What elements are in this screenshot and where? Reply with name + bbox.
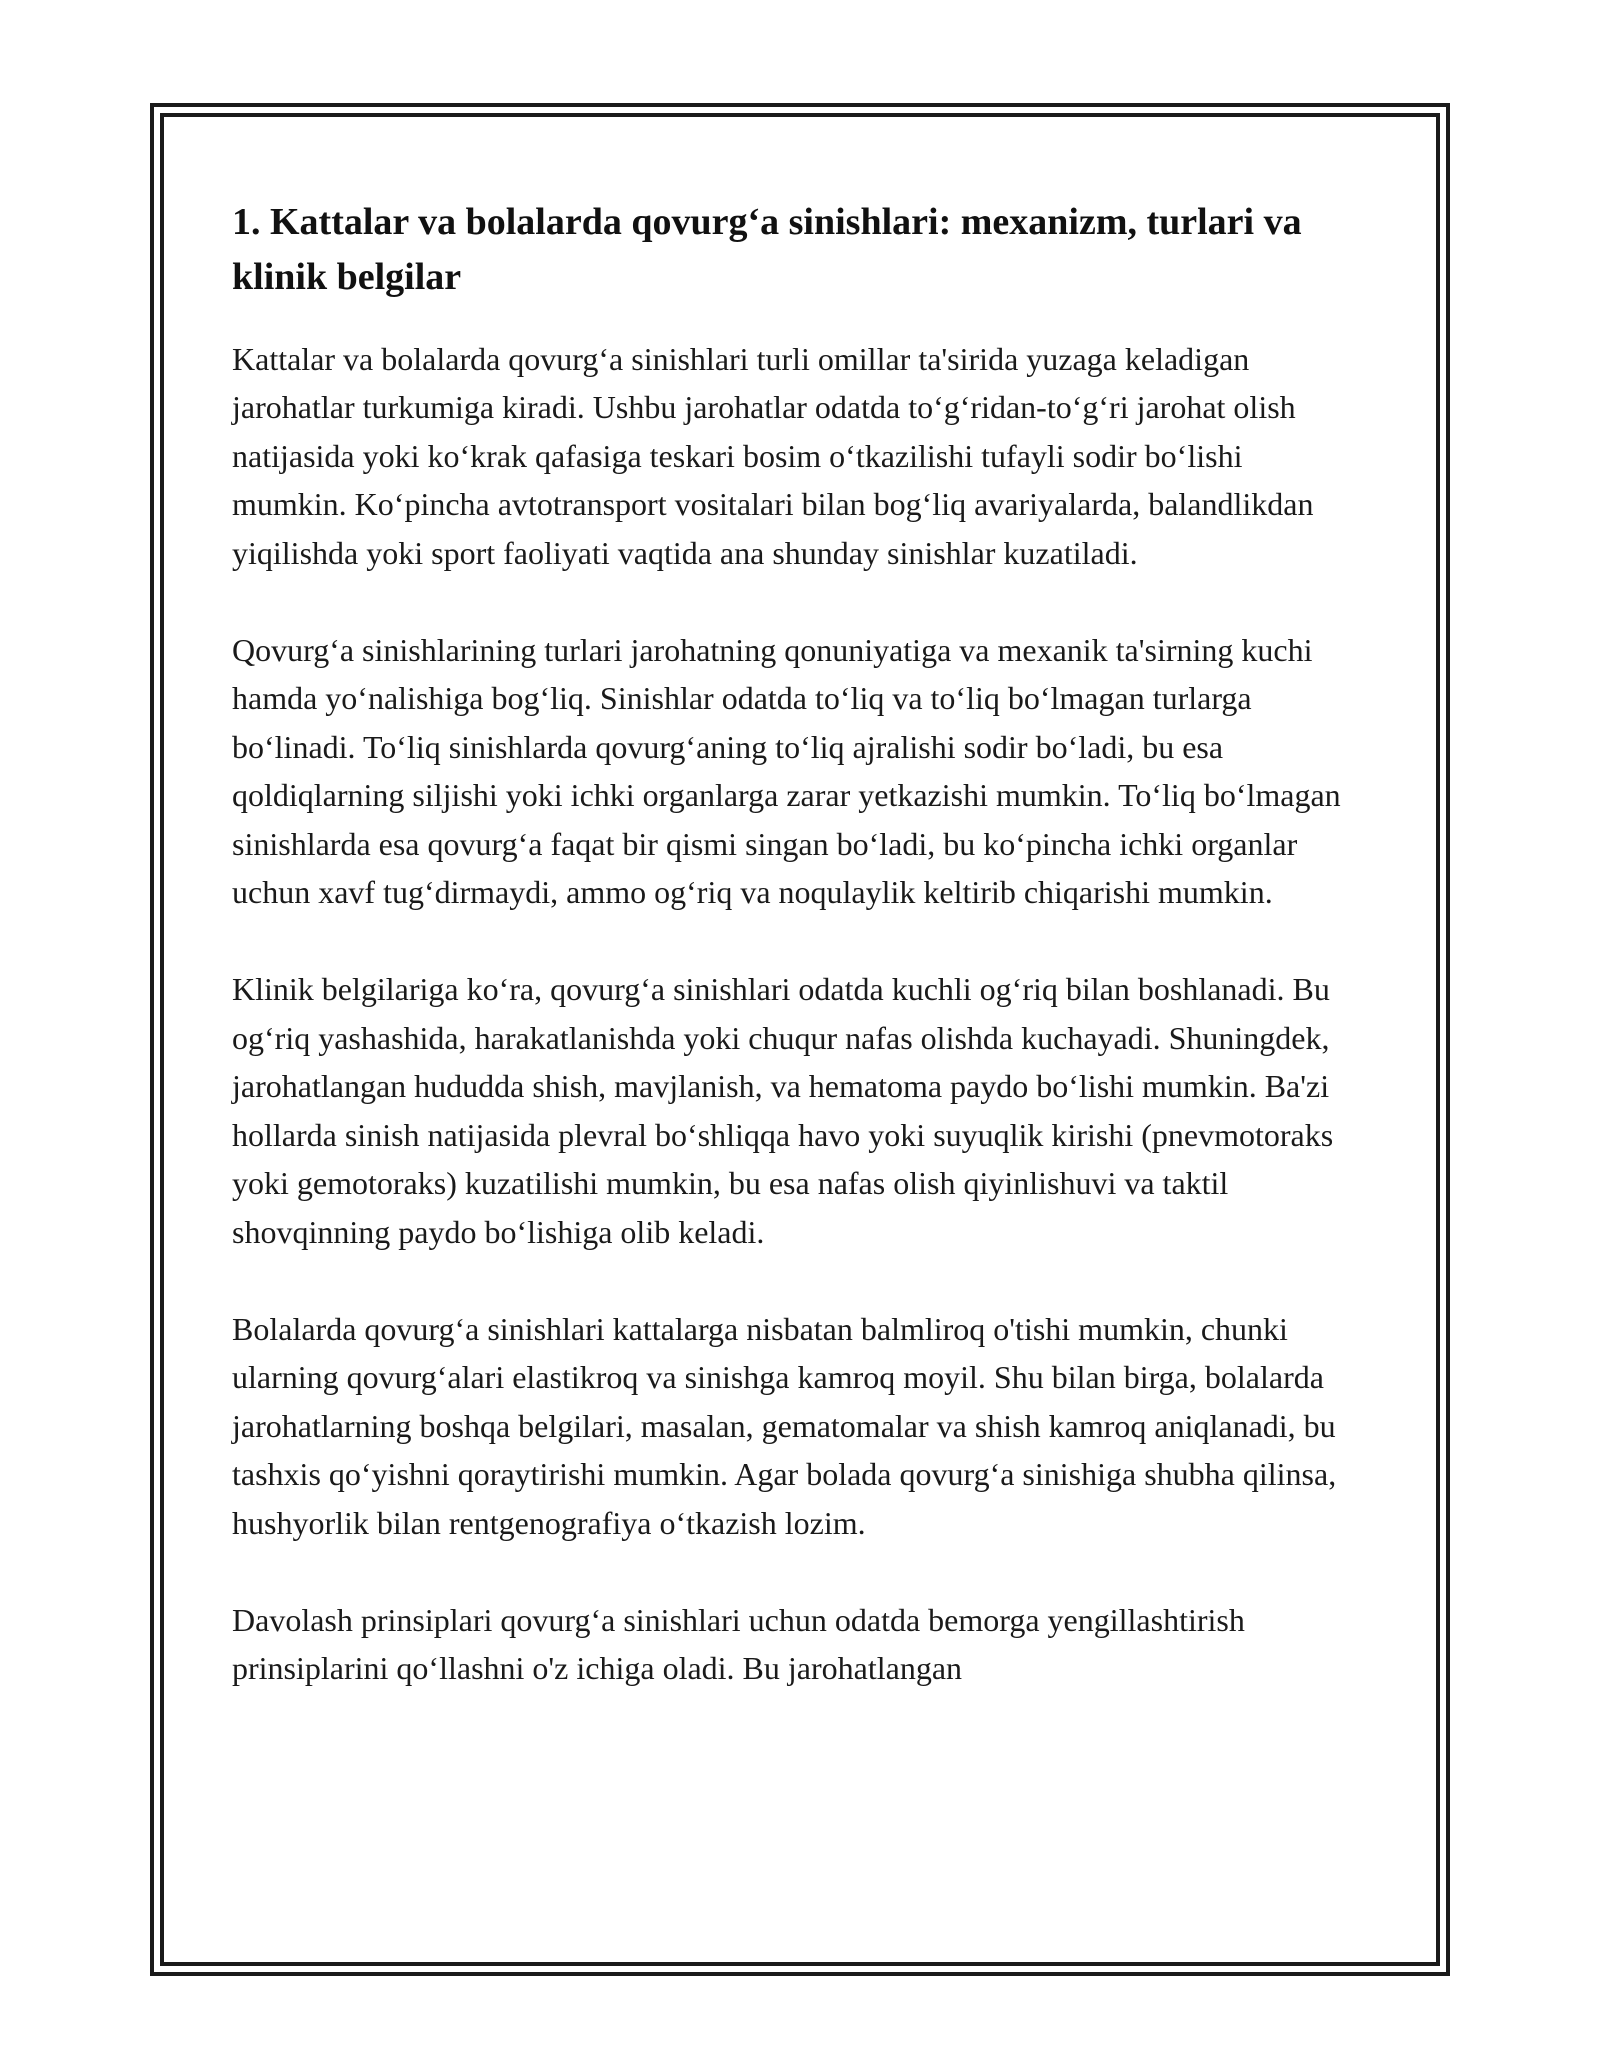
paragraph-mechanism: Kattalar va bolalarda qovurg‘a sinishlari turli omillar ta'sirida yuzaga keladigan jarohatlar turkumiga kiradi. Ushbu jarohatlar odatda to‘g‘ridan-to‘g‘ri jarohat olish natijasida yoki ko‘krak qafasiga teskari bosim o‘tkazilishi tufayli sodir bo‘lishi mumkin. Ko‘pincha avtotransport vositalari bilan bog‘liq avariyalarda, balandlikdan yiqilishda yoki sport faoliyati vaqtida ana shunday sinishlar kuzatiladi. [232, 341, 1314, 571]
paragraph-treatment: Davolash prinsiplari qovurg‘a sinishlari uchun odatda bemorga yengillashtirish prinsiplarini qo‘llashni o'z ichiga oladi. Bu jarohatlangan [232, 1601, 1245, 1687]
page-border-inner [160, 113, 1440, 1966]
page-border-outer [150, 103, 1450, 1976]
document-body [232, 195, 1362, 1693]
section-title: 1. Kattalar va bolalarda qovurg‘a sinishlari: mexanizm, turlari va klinik belgilar [232, 201, 1302, 298]
paragraph-children: Bolalarda qovurg‘a sinishlari kattalarga nisbatan balmliroq o'tishi mumkin, chunki ularning qovurg‘alari elastikroq va sinishga kamroq moyil. Shu bilan birga, bolalarda jarohatlarning boshqa belgilari, masalan, gematomalar va shish kamroq aniqlanadi, bu tashxis qo‘yishni qoraytirishi mumkin. Agar bolada qovurg‘a sinishiga shubha qilinsa, hushyorlik bilan rentgenografiya o‘tkazish lozim. [232, 1310, 1337, 1541]
paragraph-clinical-signs: Klinik belgilariga ko‘ra, qovurg‘a sinishlari odatda kuchli og‘riq bilan boshlanadi. Bu og‘riq yashashida, harakatlanishda yoki chuqur nafas olishda kuchayadi. Shuningdek, jarohatlangan hududda shish, mavjlanish, va hematoma paydo bo‘lishi mumkin. Ba'zi hollarda sinish natijasida plevral bo‘shliqqa havo yoki suyuqlik kirishi (pnevmotoraks yoki gemotoraks) kuzatilishi mumkin, bu esa nafas olish qiyinlishuvi va taktil shovqinning paydo bo‘lishiga olib keladi. [232, 971, 1334, 1250]
paragraph-types: Qovurg‘a sinishlarining turlari jarohatning qonuniyatiga va mexanik ta'sirning kuchi hamda yo‘nalishiga bog‘liq. Sinishlar odatda to‘liq va to‘liq bo‘lmagan turlarga bo‘linadi. To‘liq sinishlarda qovurg‘aning to‘liq ajralishi sodir bo‘ladi, bu esa qoldiqlarning siljishi yoki ichki organlarga zarar yetkazishi mumkin. To‘liq bo‘lmagan sinishlarda esa qovurg‘a faqat bir qismi singan bo‘ladi, bu ko‘pincha ichki organlar uchun xavf tug‘dirmaydi, ammo og‘riq va noqulaylik keltirib chiqarishi mumkin. [232, 632, 1341, 911]
